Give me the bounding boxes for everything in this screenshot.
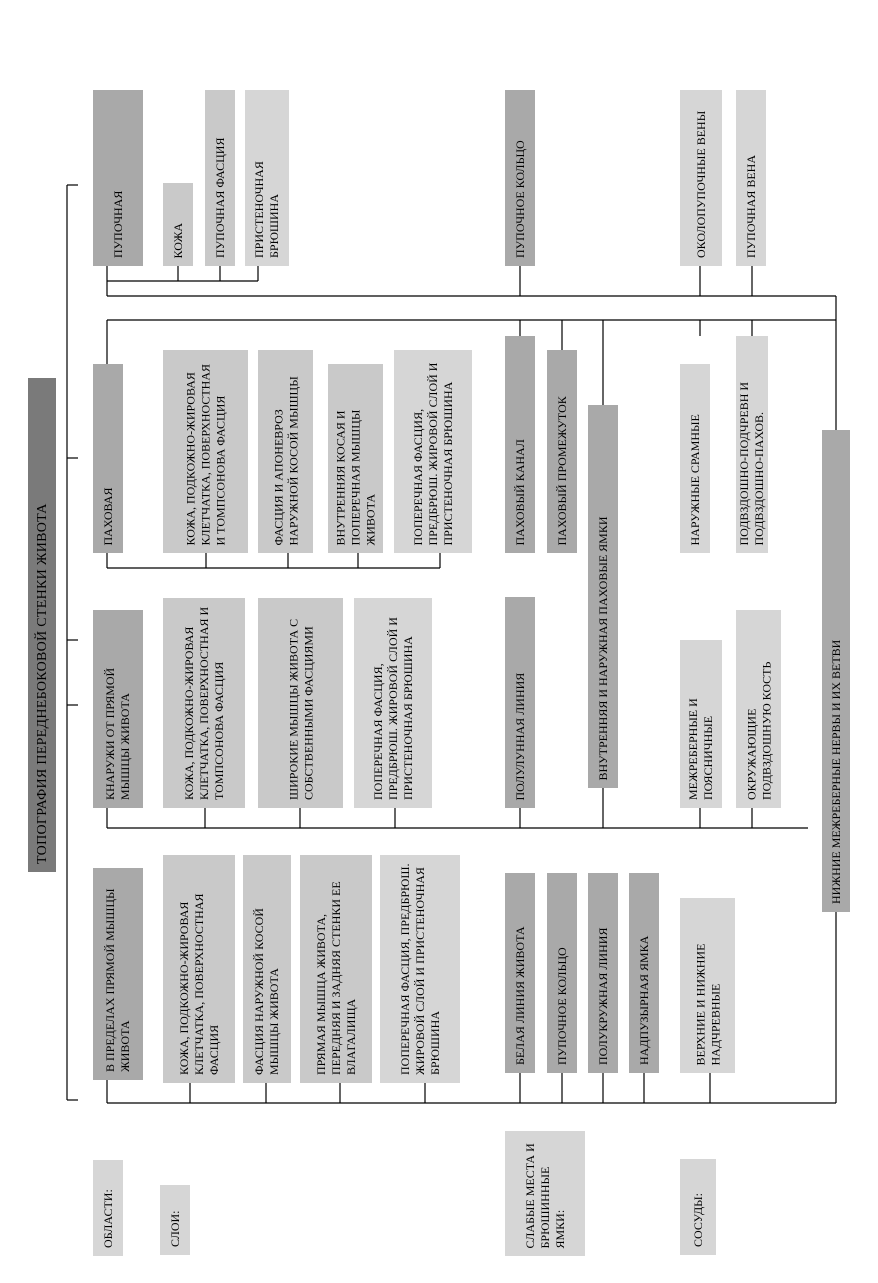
vessel-intercostal-lumbar: МЕЖРЕБЕРНЫЕ И ПОЯСНИЧНЫЕ bbox=[680, 640, 722, 808]
page-title: ТОПОГРАФИЯ ПЕРЕДНЕБОКОВОЙ СТЕНКИ ЖИВОТА bbox=[28, 378, 56, 872]
layer-rectus-inside-4: ПОПЕРЕЧНАЯ ФАСЦИЯ, ПРЕДБРЮШ. ЖИРОВОЙ СЛОЙ И ПРИСТЕНОЧНАЯ БРЮШИНА bbox=[380, 855, 460, 1083]
weak-spot-inguinal-gap: ПАХОВЫЙ ПРОМЕЖУТОК bbox=[547, 350, 577, 553]
area-rectus-inside: В ПРЕДЕЛАХ ПРЯМОЙ МЫШЦЫ ЖИВОТА bbox=[93, 868, 143, 1080]
weak-spot-supravesical-fossa: НАДПУЗЫРНАЯ ЯМКА bbox=[629, 873, 659, 1073]
row-label-weak-spots: СЛАБЫЕ МЕСТА И БРЮШИННЫЕ ЯМКИ: bbox=[505, 1131, 585, 1256]
row-label-layers: СЛОИ: bbox=[160, 1185, 190, 1255]
row-label-areas: ОБЛАСТИ: bbox=[93, 1160, 123, 1256]
layer-inguinal-3: ВНУТРЕННЯЯ КОСАЯ И ПОПЕРЕЧНАЯ МЫШЦЫ ЖИВОТА bbox=[328, 364, 383, 553]
layer-rectus-outside-3: ПОПЕРЕЧНАЯ ФАСЦИЯ, ПРЕДБРЮШ. ЖИРОВОЙ СЛОЙ И ПРИСТЕНОЧНАЯ БРЮШИНА bbox=[354, 598, 432, 808]
area-inguinal: ПАХОВАЯ bbox=[93, 364, 123, 553]
layer-rectus-inside-2: ФАСЦИЯ НАРУЖНОЙ КОСОЙ МЫШЦЫ ЖИВОТА bbox=[243, 855, 291, 1083]
layer-rectus-outside-1: КОЖА, ПОДКОЖНО-ЖИРОВАЯ КЛЕТЧАТКА, ПОВЕРХНОСТНАЯ И ТОМПСОНОВА ФАСЦИЯ bbox=[163, 598, 245, 808]
vessel-paraumbilical: ОКОЛОПУПОЧНЫЕ ВЕНЫ bbox=[680, 90, 722, 266]
layer-rectus-outside-2: ШИРОКИЕ МЫШЦЫ ЖИВОТА С СОБСТВЕННЫМИ ФАСЦИЯМИ bbox=[258, 598, 343, 808]
vessel-iliohypogastric: ПОДВЗДОШНО-ПОДЧРЕВН И ПОДВЗДОШНО-ПАХОВ. bbox=[736, 336, 768, 553]
weak-spot-semilunar-line: ПОЛУЛУННАЯ ЛИНИЯ bbox=[505, 597, 535, 808]
layer-umbilical-1: КОЖА bbox=[163, 183, 193, 266]
vessel-umbilical-vein: ПУПОЧНАЯ ВЕНА bbox=[736, 90, 766, 266]
weak-spot-umbilical-ring-2: ПУПОЧНОЕ КОЛЬЦО bbox=[505, 90, 535, 266]
area-umbilical: ПУПОЧНАЯ bbox=[93, 90, 143, 266]
layer-rectus-inside-3: ПРЯМАЯ МЫШЦА ЖИВОТА, ПЕРЕДНЯЯ И ЗАДНЯЯ СТЕНКИ ЕЕ ВЛАГАЛИЩА bbox=[300, 855, 372, 1083]
layer-inguinal-4: ПОПЕРЕЧНАЯ ФАСЦИЯ, ПРЕДБРЮШ. ЖИРОВОЙ СЛОЙ И ПРИСТЕНОЧНАЯ БРЮШИНА bbox=[394, 350, 472, 553]
layer-inguinal-2: ФАСЦИЯ И АПОНЕВРОЗ НАРУЖНОЙ КОСОЙ МЫШЦЫ bbox=[258, 350, 313, 553]
row-label-vessels: СОСУДЫ: bbox=[680, 1159, 716, 1255]
weak-spot-umbilical-ring-1: ПУПОЧНОЕ КОЛЬЦО bbox=[547, 873, 577, 1073]
area-rectus-outside: КНАРУЖИ ОТ ПРЯМОЙ МЫШЦЫ ЖИВОТА bbox=[93, 610, 143, 808]
weak-spot-inguinal-canal: ПАХОВЫЙ КАНАЛ bbox=[505, 336, 535, 553]
layer-umbilical-3: ПРИСТЕНОЧНАЯ БРЮШИНА bbox=[245, 90, 289, 266]
layer-inguinal-1: КОЖА, ПОДКОЖНО-ЖИРОВАЯ КЛЕТЧАТКА, ПОВЕРХНОСТНАЯ И ТОМПСОНОВА ФАСЦИЯ bbox=[163, 350, 248, 553]
weak-spot-semicircular-line: ПОЛУКРУЖНАЯ ЛИНИЯ bbox=[588, 873, 618, 1073]
layer-umbilical-2: ПУПОЧНАЯ ФАСЦИЯ bbox=[205, 90, 235, 266]
vessel-external-pudendal: НАРУЖНЫЕ СРАМНЫЕ bbox=[680, 364, 710, 553]
weak-spot-white-line: БЕЛАЯ ЛИНИЯ ЖИВОТА bbox=[505, 873, 535, 1073]
weak-spot-inguinal-fossae: ВНУТРЕННЯЯ И НАРУЖНАЯ ПАХОВЫЕ ЯМКИ bbox=[588, 405, 618, 788]
nerves-bar: НИЖНИЕ МЕЖРЕБЕРНЫЕ НЕРВЫ И ИХ ВЕТВИ bbox=[822, 430, 850, 912]
vessel-circumflex-iliac: ОКРУЖАЮЩИЕ ПОДВЗДОШНУЮ КОСТЬ bbox=[736, 610, 781, 808]
vessel-epigastric: ВЕРХНИЕ И НИЖНИЕ НАДЧРЕВНЫЕ bbox=[680, 898, 735, 1073]
layer-rectus-inside-1: КОЖА, ПОДКОЖНО-ЖИРОВАЯ КЛЕТЧАТКА, ПОВЕРХНОСТНАЯ ФАСЦИЯ bbox=[163, 855, 235, 1083]
